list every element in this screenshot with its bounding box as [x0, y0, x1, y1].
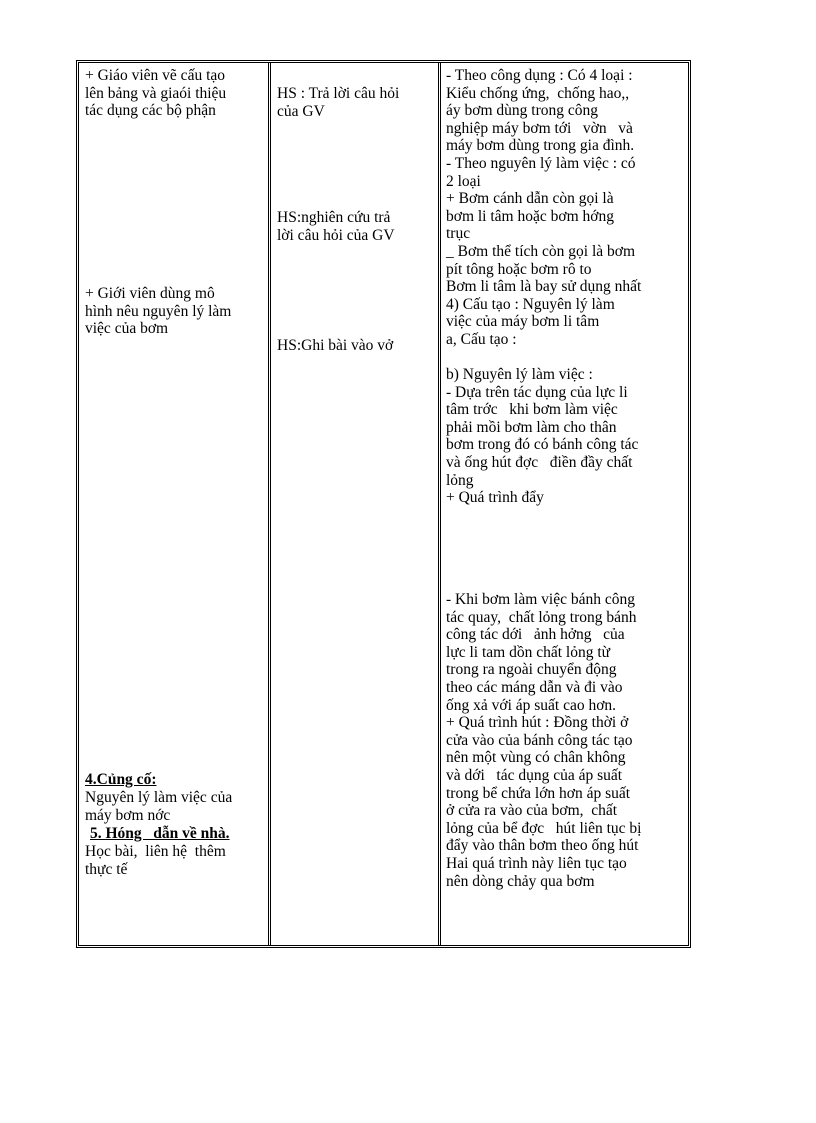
homework-text: Học bài, liên hệ thêm thực tế [85, 843, 226, 878]
content-column [441, 63, 688, 945]
student-activity-2: HS:nghiên cứu trả lời câu hỏi của GV [277, 209, 395, 244]
student-activity-1: HS : Trả lời câu hỏi của GV [277, 85, 400, 120]
consolidation-heading: 4.Củng cố: [85, 771, 157, 788]
lesson-table [76, 60, 691, 948]
student-activity-column [271, 63, 441, 945]
homework-heading: 5. Hóng dẫn về nhà. [90, 825, 230, 842]
content-block-2: - Khi bơm làm việc bánh công tác quay, chất lỏng trong bánh công tác dới ảnh hởng của lực li tam dồn chất lỏng từ trong ra ngoài chuyển động theo các máng dẫn và đi vào ống xả với áp suất cao hơn. + Quá trình hút : Đồng thời ở cửa vào của bánh công tác tạo nên một vùng có chân không và dới tác dụng của áp suất trong bể chứa lớn hơn áp suất ở cửa ra vào của bơm, chất lỏng của bể đợc hút liên tục bị đẩy vào thân bơm theo ống hút Hai quá trình này liên tục tạo nên dòng chảy qua bơm [446, 591, 642, 890]
teacher-activity-1: + Giáo viên vẽ cấu tạo lên bảng và giaói thiệu tác dụng các bộ phận [85, 67, 227, 120]
consolidation-text: Nguyên lý làm việc của máy bơm nớc [85, 789, 233, 824]
teacher-activity-2: + Giới viên dùng mô hình nêu nguyên lý làm việc của bơm [85, 285, 232, 338]
content-block-1: - Theo công dụng : Có 4 loại : Kiểu chống ứng, chống hao,, áy bơm dùng trong công nghiệp máy bơm tới vờn và máy bơm dùng trong gia đình. - Theo nguyên lý làm việc : có 2 loại + Bơm cánh dẫn còn gọi là bơm li tâm hoặc bơm hớng trục _ Bơm thể tích còn gọi là bơm pít tông hoặc bơm rô to Bơm li tâm là bay sử dụng nhất 4) Cấu tạo : Nguyên lý làm việc của máy bơm li tâm a, Cấu tạo : b) Nguyên lý làm việc : - Dựa trên tác dụng của lực li tâm trớc khi bơm làm việc phải mồi bơm làm cho thân bơm trong đó có bánh công tác và ống hút đợc điền đầy chất lỏng + Quá trình đẩy [446, 67, 642, 507]
student-activity-3: HS:Ghi bài vào vở [277, 337, 394, 354]
teacher-activity-column [79, 63, 271, 945]
